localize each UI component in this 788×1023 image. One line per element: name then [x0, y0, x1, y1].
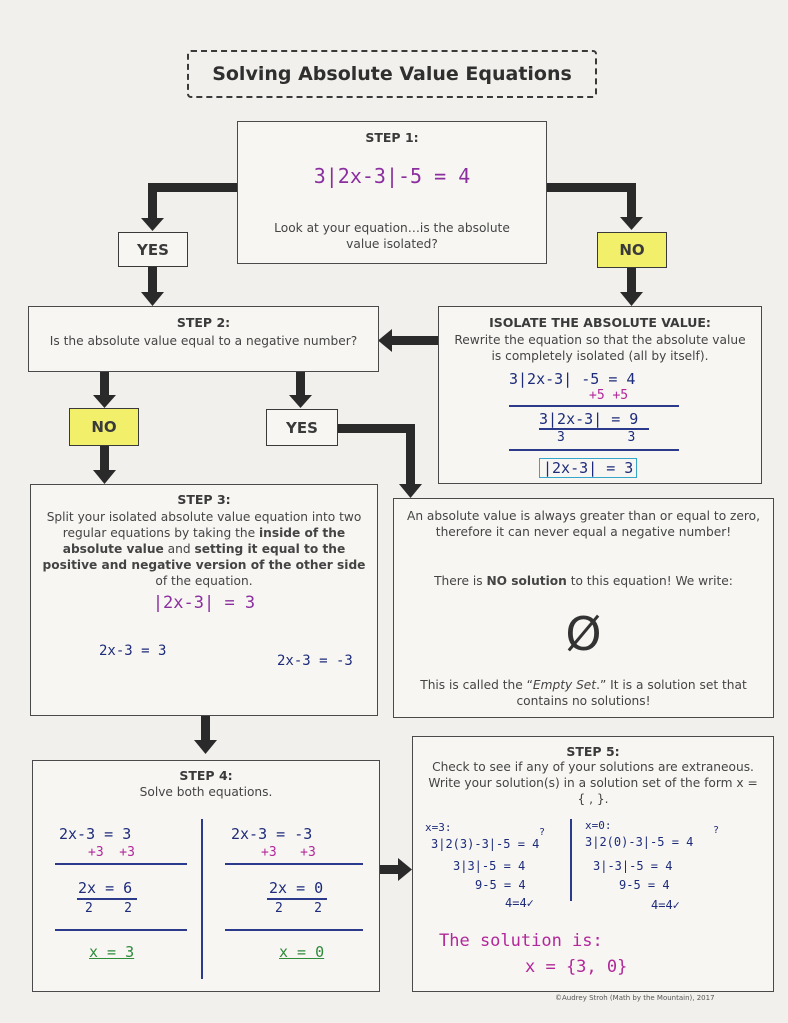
no-label-1: NO	[597, 232, 667, 268]
step2-question: Is the absolute value equal to a negative number?	[49, 334, 358, 348]
step5-left-l4: 4=4✓	[505, 896, 534, 910]
isolate-rule1	[509, 405, 679, 407]
step3-heading: STEP 3:	[177, 492, 231, 507]
step5-right-header: x=0:	[585, 819, 612, 832]
step3-left-eq: 2x-3 = 3	[99, 643, 167, 659]
step5-heading: STEP 5:	[566, 744, 620, 759]
step4-left-fraction-bar	[77, 898, 137, 900]
step5-text: Check to see if any of your solutions are extraneous. Write your solution(s) in a solution set of the form x = { , }.	[428, 760, 758, 806]
step1-box	[237, 121, 547, 264]
no-solution-text2a: There is	[434, 574, 487, 588]
step4-heading: STEP 4:	[179, 768, 233, 783]
step4-left-l3: 2x = 6	[78, 879, 133, 897]
no-label-2: NO	[69, 408, 139, 446]
step4-right-rule2	[225, 929, 363, 931]
isolate-box	[438, 306, 762, 484]
step4-right-answer: x = 0	[279, 943, 325, 961]
isolate-line2: +5 +5	[589, 388, 629, 403]
no-solution-text3c: .” It is a solution set that contains no solutions!	[516, 678, 747, 708]
step3-text-b: and	[163, 542, 195, 556]
step5-right-l4: 4=4✓	[651, 898, 680, 912]
isolate-line3: 3|2x-3| = 9	[539, 410, 639, 428]
step3-equation: |2x-3| = 3	[152, 593, 256, 613]
step4-left-rule2	[55, 929, 187, 931]
step1-question: Look at your equation…is the absolute value isolated?	[274, 221, 510, 251]
no-solution-text1: An absolute value is always greater than or equal to zero, therefore it can never equal a negative number!	[407, 509, 760, 539]
step1-equation: 3|2x-3|-5 = 4	[313, 164, 471, 188]
step5-left-l2: 3|3|-5 = 4	[453, 859, 526, 873]
step5-divider	[570, 819, 572, 901]
step4-right-rule1	[225, 863, 363, 865]
isolate-line4: 3 3	[557, 430, 636, 445]
isolate-line1: 3|2x-3| -5 = 4	[509, 370, 636, 388]
step4-text: Solve both equations.	[139, 785, 273, 799]
copyright: ©Audrey Stroh (Math by the Mountain), 2017	[555, 994, 715, 1002]
yes-label-1: YES	[118, 232, 188, 267]
step4-box	[32, 760, 380, 992]
isolate-text: Rewrite the equation so that the absolute value is completely isolated (all by itself).	[454, 333, 746, 363]
page-title: Solving Absolute Value Equations	[212, 63, 572, 85]
isolate-heading: ISOLATE THE ABSOLUTE VALUE:	[489, 315, 711, 330]
step4-right-l4: 2 2	[275, 901, 322, 916]
no-solution-text2b: NO solution	[486, 574, 567, 588]
step2-heading: STEP 2:	[176, 315, 231, 330]
step5-solution-set: x = {3, 0}	[525, 957, 628, 977]
step2-box	[28, 306, 379, 372]
step5-box	[412, 736, 774, 992]
no-solution-text2c: to this equation! We write:	[566, 574, 733, 588]
isolate-rule2	[509, 449, 679, 451]
step3-bold-a: inside of the absolute value	[62, 526, 346, 556]
step3-bold-b: setting it equal to the positive and negative version of the other side	[42, 542, 366, 572]
step5-right-q: ?	[713, 825, 720, 836]
no-solution-text3a: This is called the “	[420, 678, 533, 692]
step4-right-l3: 2x = 0	[269, 879, 324, 897]
step5-right-l1: 3|2(0)-3|-5 = 4	[585, 835, 694, 849]
step4-left-l2: +3 +3	[88, 845, 135, 860]
step4-right-fraction-bar	[267, 898, 327, 900]
step5-left-q: ?	[539, 827, 546, 838]
step3-text-a: Split your isolated absolute value equation into two regular equations by taking the	[46, 510, 362, 540]
empty-set-symbol: Ø	[565, 607, 602, 661]
yes-label-2: YES	[266, 409, 338, 446]
no-solution-text3	[404, 677, 763, 709]
no-solution-text2	[402, 573, 765, 589]
step5-right-l2: 3|-3|-5 = 4	[593, 859, 673, 873]
step5-left-l1: 3|2(3)-3|-5 = 4	[431, 837, 540, 851]
step5-solution-label: The solution is:	[439, 931, 603, 951]
step5-left-l3: 9-5 = 4	[475, 878, 526, 892]
no-solution-box	[393, 498, 774, 718]
step4-left-rule1	[55, 863, 187, 865]
step4-left-answer: x = 3	[89, 943, 135, 961]
step5-right-l3: 9-5 = 4	[619, 878, 670, 892]
step3-right-eq: 2x-3 = -3	[277, 653, 353, 669]
isolate-result: |2x-3| = 3	[539, 458, 637, 478]
step5-left-header: x=3:	[425, 821, 452, 834]
step4-right-l1: 2x-3 = -3	[231, 825, 313, 843]
step1-heading: STEP 1:	[365, 130, 419, 145]
no-solution-text3b: Empty Set	[532, 678, 597, 692]
step4-right-l2: +3 +3	[261, 845, 316, 860]
step4-left-l1: 2x-3 = 3	[59, 825, 132, 843]
step3-text-c: of the equation.	[155, 574, 253, 588]
step4-left-l4: 2 2	[85, 901, 132, 916]
title-box	[187, 50, 597, 98]
step4-divider	[201, 819, 203, 979]
step3-box	[30, 484, 378, 716]
step3-text	[39, 509, 369, 589]
